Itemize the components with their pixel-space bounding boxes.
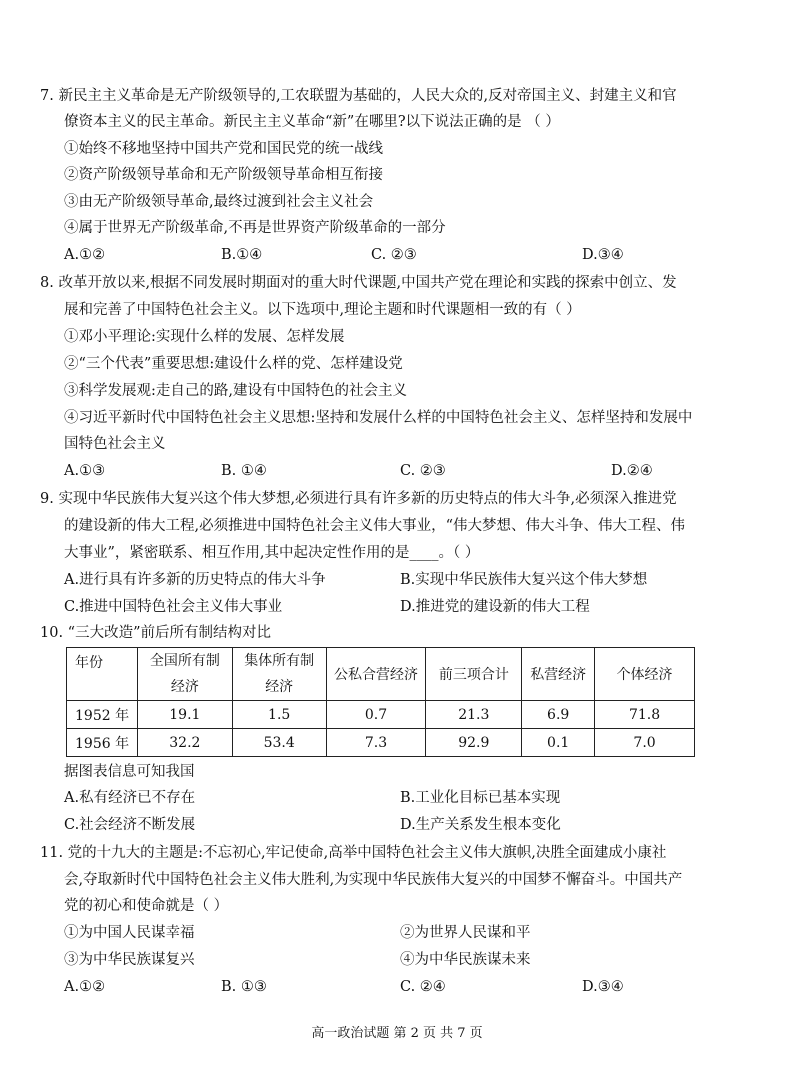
- q7-item-1: ①始终不移地坚持中国共产党和国民党的统一战线: [64, 141, 383, 157]
- q7-option-c[interactable]: C. ②③: [371, 247, 417, 263]
- q8-stem-line1: 8. 改革开放以来,根据不同发展时期面对的重大时代课题,中国共产党在理论和实践的探索中创立、发: [40, 275, 677, 291]
- table-cell: 1952 年: [67, 701, 138, 729]
- q11-option-a[interactable]: A.①②: [64, 979, 106, 995]
- q7-option-a[interactable]: A.①②: [64, 247, 106, 263]
- table-header-row: [67, 648, 695, 701]
- table-cell: 1.5: [232, 701, 326, 729]
- table-row: [67, 701, 695, 729]
- q10-title: 10. “三大改造”前后所有制结构对比: [40, 625, 271, 641]
- page-footer: 高一政治试题 第 2 页 共 7 页: [311, 1026, 483, 1041]
- q11-item-2: ②为世界人民谋和平: [400, 925, 531, 941]
- table-cell: 19.1: [137, 701, 232, 729]
- q7-stem-line1: 7. 新民主主义革命是无产阶级领导的,工农联盟为基础的，人民大众的,反对帝国主义、封建主义和官: [40, 88, 677, 104]
- q8-item-4: ④习近平新时代中国特色社会主义思想:坚持和发展什么样的中国特色社会主义、怎样坚持和发展中: [64, 410, 693, 426]
- q9-option-b[interactable]: B.实现中华民族伟大复兴这个伟大梦想: [400, 572, 648, 588]
- header-joint: 公私合营经济: [326, 648, 426, 701]
- table-cell: 0.7: [326, 701, 426, 729]
- q11-stem-line2: 会,夺取新时代中国特色社会主义伟大胜利,为实现中华民族伟大复兴的中国梦不懈奋斗。中国共产: [64, 872, 683, 888]
- q9-option-a[interactable]: A.进行具有许多新的历史特点的伟大斗争: [64, 572, 326, 588]
- q11-item-4: ④为中华民族谋未来: [400, 952, 531, 968]
- q9-stem-line3: 大事业”，紧密联系、相互作用,其中起决定性作用的是____。（ ）: [64, 545, 480, 561]
- table-cell: 92.9: [426, 729, 522, 757]
- table-cell: 21.3: [426, 701, 522, 729]
- table-cell: 7.0: [595, 729, 695, 757]
- q7-stem-line2: 僚资本主义的民主革命。新民主主义革命“新”在哪里?以下说法正确的是 （ ）: [64, 114, 560, 130]
- q11-item-3: ③为中华民族谋复兴: [64, 952, 195, 968]
- q7-option-b[interactable]: B.①④: [221, 247, 263, 263]
- q7-option-d[interactable]: D.③④: [582, 247, 624, 263]
- table-cell: 0.1: [522, 729, 595, 757]
- header-year: 年份: [67, 648, 138, 701]
- q8-option-d[interactable]: D.②④: [611, 463, 653, 479]
- q10-option-c[interactable]: C.社会经济不断发展: [64, 817, 196, 833]
- table-cell: 6.9: [522, 701, 595, 729]
- header-subtotal: 前三项合计: [426, 648, 522, 701]
- header-private: 私营经济: [522, 648, 595, 701]
- table-cell: 7.3: [326, 729, 426, 757]
- q9-stem-line1: 9. 实现中华民族伟大复兴这个伟大梦想,必须进行具有许多新的历史特点的伟大斗争,必须深入推进党: [40, 491, 677, 507]
- ownership-table: [66, 647, 695, 757]
- q10-option-a[interactable]: A.私有经济已不存在: [64, 790, 196, 806]
- q11-item-1: ①为中国人民谋幸福: [64, 925, 195, 941]
- q7-item-2: ②资产阶级领导革命和无产阶级领导革命相互衔接: [64, 167, 383, 183]
- header-state-owned: 全国所有制 经济: [137, 648, 232, 701]
- q8-item-1: ①邓小平理论:实现什么样的发展、怎样发展: [64, 329, 345, 345]
- q8-item-3: ③科学发展观:走自己的路,建设有中国特色的社会主义: [64, 383, 407, 399]
- q11-stem-line1: 11. 党的十九大的主题是:不忘初心,牢记使命,高举中国特色社会主义伟大旗帜,决胜全面建成小康社: [40, 845, 667, 861]
- q8-item-2: ②“三个代表”重要思想:建设什么样的党、怎样建设党: [64, 356, 403, 372]
- q8-option-c[interactable]: C. ②③: [400, 463, 446, 479]
- table-cell: 71.8: [595, 701, 695, 729]
- header-individual: 个体经济: [595, 648, 695, 701]
- q8-option-b[interactable]: B. ①④: [221, 463, 267, 479]
- q7-item-3: ③由无产阶级领导革命,最终过渡到社会主义社会: [64, 194, 374, 210]
- q10-stem: 据图表信息可知我国: [64, 764, 195, 780]
- q9-option-d[interactable]: D.推进党的建设新的伟大工程: [400, 599, 590, 615]
- q9-option-c[interactable]: C.推进中国特色社会主义伟大事业: [64, 599, 283, 615]
- q8-item-4-cont: 国特色社会主义: [64, 436, 166, 452]
- table-row: [67, 729, 695, 757]
- q7-item-4: ④属于世界无产阶级革命,不再是世界资产阶级革命的一部分: [64, 220, 446, 236]
- q11-option-c[interactable]: C. ②④: [400, 979, 446, 995]
- table-cell: 53.4: [232, 729, 326, 757]
- q11-stem-line3: 党的初心和使命就是（ ）: [64, 898, 229, 914]
- table-cell: 32.2: [137, 729, 232, 757]
- q11-option-d[interactable]: D.③④: [582, 979, 624, 995]
- q8-option-a[interactable]: A.①③: [64, 463, 106, 479]
- q11-option-b[interactable]: B. ①③: [221, 979, 267, 995]
- q10-option-b[interactable]: B.工业化目标已基本实现: [400, 790, 561, 806]
- table-cell: 1956 年: [67, 729, 138, 757]
- q10-option-d[interactable]: D.生产关系发生根本变化: [400, 817, 561, 833]
- header-collective: 集体所有制 经济: [232, 648, 326, 701]
- q8-stem-line2: 展和完善了中国特色社会主义。以下选项中,理论主题和时代课题相一致的有（ ）: [64, 302, 581, 318]
- q9-stem-line2: 的建设新的伟大工程,必须推进中国特色社会主义伟大事业，“伟大梦想、伟大斗争、伟大工程、伟: [64, 518, 686, 534]
